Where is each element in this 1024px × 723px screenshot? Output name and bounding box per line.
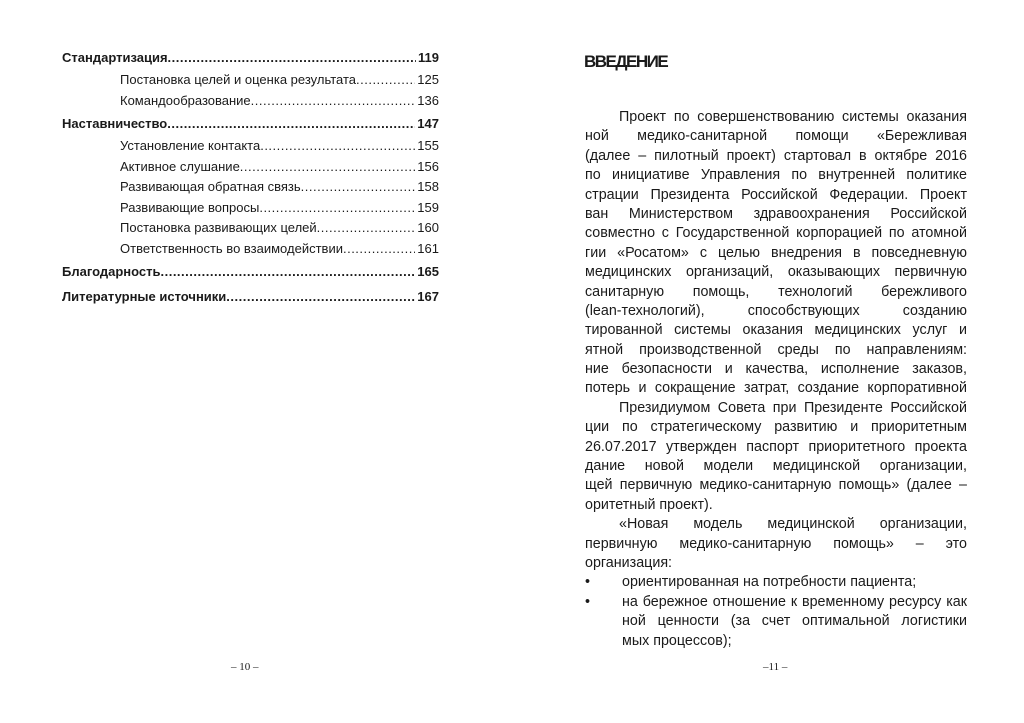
line-text: ван Министерством здравоохранения Российской <box>585 205 967 222</box>
toc-entry[interactable] <box>62 159 439 180</box>
toc-leader-dots <box>167 116 415 131</box>
text-line <box>585 127 967 146</box>
text-line <box>585 244 967 263</box>
toc-entry-page: 165 <box>417 264 439 279</box>
line-text: на бережное отношение к временному ресурсу как <box>622 593 967 610</box>
toc-leader-dots <box>259 200 415 215</box>
paragraph <box>585 108 967 399</box>
page-number: – 10 – <box>231 661 259 673</box>
toc-entry-title: Развивающая обратная связь <box>120 179 301 194</box>
text-line <box>585 166 967 185</box>
toc-entry[interactable] <box>62 289 439 311</box>
text-line <box>585 224 967 243</box>
line-text: первичную медико-санитарную помощь» – это <box>585 535 967 552</box>
toc-entry-page: 136 <box>417 92 439 108</box>
line-text: оритетный проект). <box>585 496 713 513</box>
bullet-item <box>585 573 967 592</box>
toc-entry[interactable] <box>62 200 439 221</box>
line-text: совместно с Государственной корпорацией по атомной <box>585 225 967 242</box>
line-text: тированной системы оказания медицинских услуг и <box>585 322 967 339</box>
section-title: ВВЕДЕНИЕ <box>584 52 668 71</box>
table-of-contents <box>62 50 439 311</box>
text-line <box>585 108 967 127</box>
text-line <box>585 515 967 534</box>
text-line <box>585 476 967 495</box>
line-text: санитарную помощь, технологий бережливого <box>585 283 967 300</box>
line-text: Президиумом Совета при Президенте Российской <box>619 399 967 416</box>
toc-entry[interactable] <box>62 93 439 114</box>
text-line <box>585 379 967 398</box>
toc-entry-title: Благодарность <box>62 264 161 279</box>
line-text: ции по стратегическому развитию и приоритетным <box>585 419 967 436</box>
paragraph <box>585 399 967 515</box>
toc-entry-title: Постановка целей и оценка результата <box>120 72 356 87</box>
toc-leader-dots <box>356 72 415 87</box>
line-text: ной ценности (за счет оптимальной логистики <box>622 613 967 630</box>
text-line <box>585 321 967 340</box>
toc-entry[interactable] <box>62 72 439 93</box>
line-text: потерь и сокращение затрат, создание корпоративной <box>585 380 967 397</box>
toc-entry-page: 147 <box>417 116 439 131</box>
text-line <box>585 438 967 457</box>
text-line <box>585 418 967 437</box>
toc-entry-title: Командообразование <box>120 92 251 108</box>
line-text: ятной производственной среды по направлениям: <box>585 341 967 358</box>
line-text: Проект по совершенствованию системы оказания <box>619 109 967 125</box>
toc-entry-page: 160 <box>417 220 439 235</box>
text-line <box>585 186 967 205</box>
line-text: «Новая модель медицинской организации, <box>619 516 967 533</box>
line-text: ной медико-санитарной помощи «Бережливая <box>585 128 967 145</box>
toc-leader-dots <box>260 138 415 153</box>
line-text: щей первичную медико-санитарную помощь» (далее – <box>585 477 967 494</box>
toc-leader-dots <box>251 93 416 108</box>
toc-leader-dots <box>160 264 415 279</box>
bullet-icon: • <box>585 574 591 591</box>
toc-entry-page: 125 <box>417 72 439 87</box>
paragraph <box>585 515 967 573</box>
toc-entry-title: Установление контакта <box>120 138 261 153</box>
toc-leader-dots <box>168 50 416 65</box>
line-text: ориентированная на потребности пациента; <box>622 574 917 591</box>
toc-entry-page: 156 <box>417 158 439 174</box>
text-line <box>585 360 967 379</box>
toc-entry[interactable] <box>62 241 439 262</box>
bullet-icon: • <box>585 593 591 610</box>
toc-entry-page: 161 <box>417 240 439 256</box>
line-text: (далее – пилотный проект) стартовал в октябре 2016 <box>585 147 967 164</box>
toc-entry-title: Литературные источники <box>62 289 227 304</box>
line-text: дание новой модели медицинской организации, <box>585 458 967 475</box>
text-line <box>585 457 967 476</box>
text-line <box>585 573 967 592</box>
toc-leader-dots <box>240 159 416 174</box>
body-text <box>585 108 967 651</box>
toc-entry[interactable] <box>62 50 439 72</box>
text-line <box>585 263 967 282</box>
line-text: (lean-технологий), способствующих созданию <box>585 302 967 319</box>
line-text: ние безопасности и качества, исполнение заказов, <box>585 361 967 378</box>
toc-leader-dots <box>226 289 415 304</box>
text-line <box>585 535 967 554</box>
line-text: 26.07.2017 утвержден паспорт приоритетного проекта <box>585 438 967 455</box>
text-line <box>585 283 967 302</box>
line-text: гии «Росатом» с целью внедрения в повседневную <box>585 244 967 261</box>
line-text: организация: <box>585 554 673 571</box>
text-line <box>585 205 967 224</box>
toc-entry[interactable] <box>62 138 439 159</box>
toc-entry-page: 158 <box>417 179 439 194</box>
text-line <box>585 593 967 612</box>
right-page <box>512 0 1024 723</box>
page-number: –11 – <box>763 661 788 673</box>
toc-leader-dots <box>317 220 416 235</box>
toc-entry[interactable] <box>62 220 439 241</box>
text-line <box>585 302 967 321</box>
toc-entry[interactable] <box>62 116 439 138</box>
toc-entry-title: Постановка развивающих целей <box>120 220 317 235</box>
line-text: медицинских организаций, оказывающих первичную <box>585 264 967 281</box>
toc-entry[interactable] <box>62 179 439 200</box>
toc-entry-title: Ответственность во взаимодействии <box>120 240 343 256</box>
text-line <box>585 147 967 166</box>
toc-entry-page: 159 <box>417 199 439 215</box>
toc-entry-page: 155 <box>417 138 439 153</box>
text-line <box>585 612 967 631</box>
line-text: страции Президента Российской Федерации. Проект <box>585 186 967 203</box>
text-line <box>585 632 967 651</box>
toc-entry-title: Наставничество <box>62 116 168 131</box>
text-line <box>585 496 967 515</box>
line-text: мых процессов); <box>622 632 732 649</box>
toc-leader-dots <box>301 179 416 194</box>
toc-entry[interactable] <box>62 264 439 286</box>
toc-entry-page: 167 <box>417 289 439 304</box>
toc-entry-title: Развивающие вопросы <box>120 199 260 215</box>
text-line <box>585 399 967 418</box>
line-text: по инициативе Управления по внутренней политике <box>585 167 967 184</box>
toc-entry-title: Активное слушание <box>120 158 240 174</box>
toc-entry-page: 119 <box>418 50 439 65</box>
text-line <box>585 554 967 573</box>
text-line <box>585 341 967 360</box>
toc-leader-dots <box>343 241 415 256</box>
bullet-item <box>585 593 967 651</box>
toc-entry-title: Стандартизация <box>62 50 168 65</box>
